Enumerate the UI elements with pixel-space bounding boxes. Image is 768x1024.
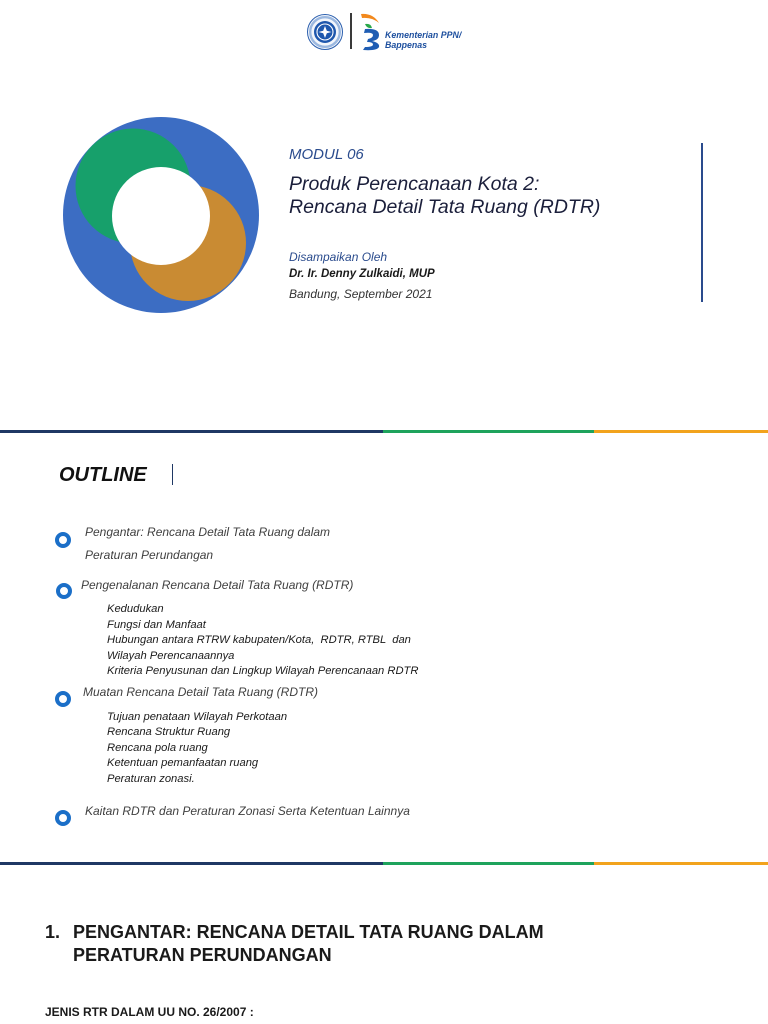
outline-item-2-sub-4: Wilayah Perencanaannya bbox=[107, 650, 235, 663]
outline-item-3-sub-5: Peraturan zonasi. bbox=[107, 773, 195, 786]
cover-title-line1: Produk Perencanaan Kota 2: bbox=[289, 172, 540, 195]
outline-item-3-sub-1: Tujuan penataan Wilayah Perkotaan bbox=[107, 711, 288, 724]
outline-item-3-sub-4: Ketentuan pemanfaatan ruang bbox=[107, 757, 259, 770]
logo-separator bbox=[350, 13, 352, 49]
logo-orange-swoosh bbox=[361, 14, 379, 23]
slide-divider bbox=[0, 430, 768, 433]
slide-divider bbox=[0, 862, 768, 865]
ring-bullet-icon bbox=[55, 691, 71, 707]
logo-blue-three bbox=[363, 29, 379, 50]
presenter-name: Dr. Ir. Denny Zulkaidi, MUP bbox=[289, 268, 435, 280]
divider-orange-segment bbox=[594, 430, 768, 433]
ministry-name-line1: Kementerian PPN/ bbox=[385, 30, 462, 40]
outline-title-bar bbox=[172, 464, 173, 485]
outline-item-2-sub-3: Hubungan antara RTRW kabupaten/Kota, RDTR, RTBL dan bbox=[107, 634, 411, 647]
divider-green-segment bbox=[383, 862, 594, 865]
divider-orange-segment bbox=[594, 862, 768, 865]
section-heading-line2: PERATURAN PERUNDANGAN bbox=[73, 945, 332, 966]
outline-item-2-sub-2: Fungsi dan Manfaat bbox=[107, 619, 206, 632]
module-emblem-icon bbox=[60, 114, 264, 318]
outline-item-1-line-2: Peraturan Perundangan bbox=[85, 548, 214, 562]
emblem-white-center bbox=[112, 167, 210, 265]
outline-title: OUTLINE bbox=[59, 464, 147, 486]
ring-bullet-icon bbox=[56, 583, 72, 599]
place-date: Bandung, September 2021 bbox=[289, 287, 433, 301]
ring-bullet-icon bbox=[55, 532, 71, 548]
outline-item-3: Muatan Rencana Detail Tata Ruang (RDTR) bbox=[83, 685, 319, 699]
presented-by-label: Disampaikan Oleh bbox=[289, 249, 388, 264]
seal-emblem-icon bbox=[306, 13, 344, 51]
module-number: MODUL 06 bbox=[289, 146, 364, 163]
outline-item-2: Pengenalanan Rencana Detail Tata Ruang (RDTR) bbox=[81, 578, 354, 592]
section-number: 1. bbox=[45, 922, 61, 943]
outline-item-2-sub-5: Kriteria Penyusunan dan Lingkup Wilayah Perencanaan RDTR bbox=[107, 665, 419, 678]
section-heading-line1: PENGANTAR: RENCANA DETAIL TATA RUANG DALAM bbox=[73, 922, 544, 943]
logo-green-leaf bbox=[365, 24, 372, 28]
outline-item-3-sub-3: Rencana pola ruang bbox=[107, 742, 208, 755]
ring-bullet-icon bbox=[55, 810, 71, 826]
divider-navy-segment bbox=[0, 862, 383, 865]
outline-item-2-sub-1: Kedudukan bbox=[107, 603, 164, 616]
outline-item-1-line-1: Pengantar: Rencana Detail Tata Ruang dalam bbox=[85, 525, 331, 539]
bappenas-logo-icon bbox=[358, 12, 386, 52]
divider-green-segment bbox=[383, 430, 594, 433]
cover-title-line2: Rencana Detail Tata Ruang (RDTR) bbox=[289, 195, 601, 218]
ministry-name-line2: Bappenas bbox=[385, 40, 428, 50]
outline-item-4: Kaitan RDTR dan Peraturan Zonasi Serta Ketentuan Lainnya bbox=[85, 804, 410, 818]
section-subheading: JENIS RTR DALAM UU NO. 26/2007 : bbox=[45, 1004, 254, 1019]
outline-item-3-sub-2: Rencana Struktur Ruang bbox=[107, 726, 231, 739]
cover-vertical-rule bbox=[701, 143, 703, 302]
divider-navy-segment bbox=[0, 430, 383, 433]
